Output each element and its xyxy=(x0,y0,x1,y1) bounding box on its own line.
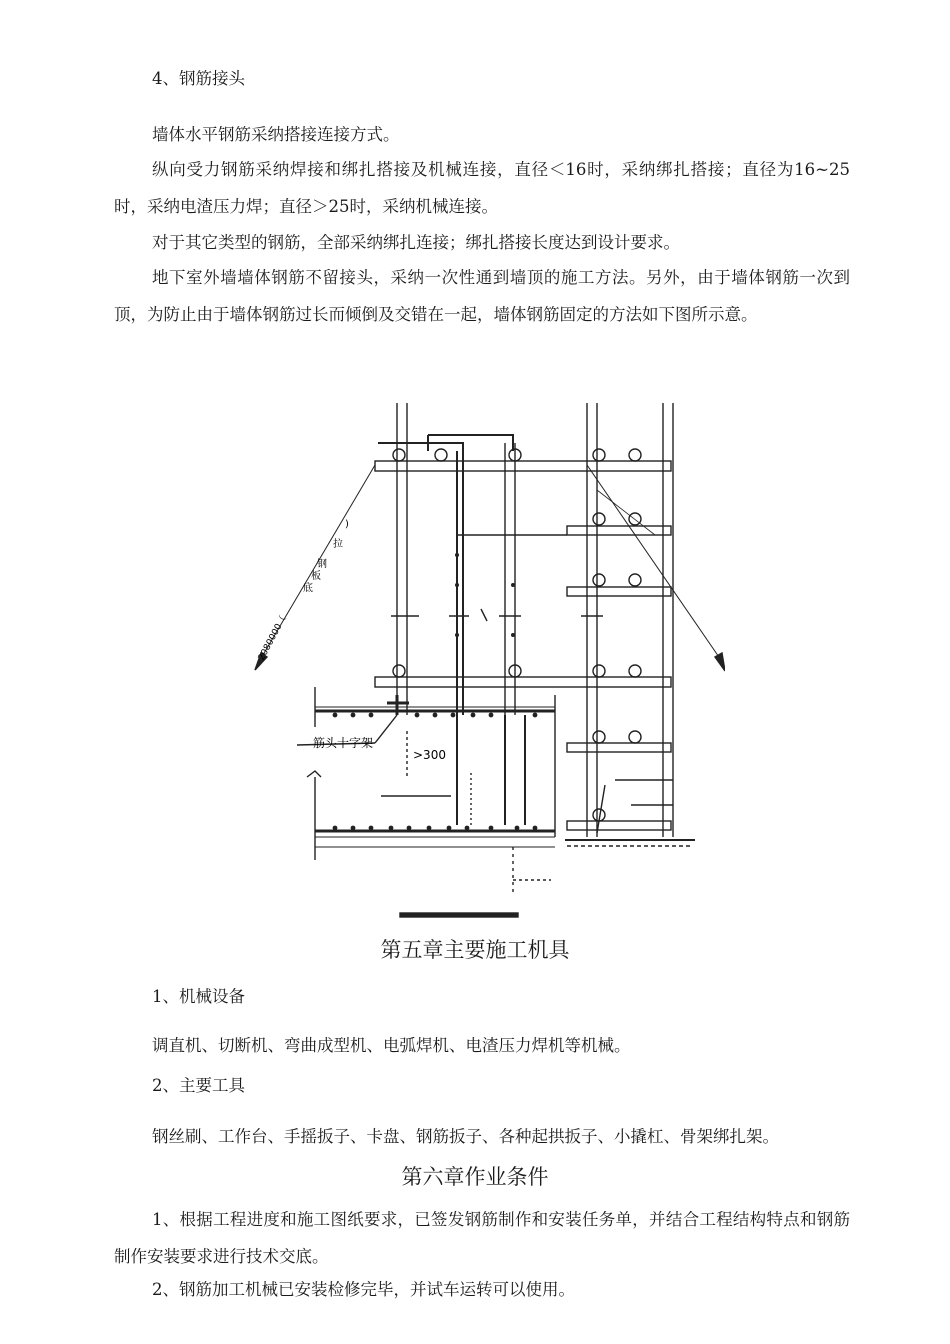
item-heading: 2、主要工具 xyxy=(152,1076,245,1095)
paragraph: 对于其它类型的钢筋，全部采纳绑扎连接；绑扎搭接长度达到设计要求。 xyxy=(152,233,680,252)
section-heading: 4、钢筋接头 xyxy=(152,69,245,88)
horizontal-tube xyxy=(375,461,671,471)
diagram-label: 板 xyxy=(311,571,321,582)
horizontal-tube xyxy=(567,821,671,830)
paragraph: 钢丝刷、工作台、手摇扳子、卡盘、钢筋扳子、各种起拱扳子、小撬杠、骨架绑扎架。 xyxy=(152,1127,779,1146)
paragraph: 墙体水平钢筋采纳搭接连接方式。 xyxy=(152,125,400,144)
paragraph: 1、根据工程进度和施工图纸要求，已签发钢筋制作和安装任务单，并结合工程结构特点和钢筋制作安装要求进行技术交底。 xyxy=(114,1210,850,1266)
paragraph: 2、钢筋加工机械已安装检修完毕，并试车运转可以使用。 xyxy=(152,1280,575,1299)
cross-frame-label: 筋头十字架 xyxy=(313,736,374,750)
chapter-title: 第五章主要施工机具 xyxy=(380,938,570,962)
item-heading: 1、机械设备 xyxy=(152,987,245,1006)
horizontal-tube xyxy=(567,587,671,596)
paragraph: 调直机、切断机、弯曲成型机、电弧焊机、电渣压力焊机等机械。 xyxy=(152,1036,631,1055)
diagram-label: ) xyxy=(345,519,349,530)
chapter-title: 第六章作业条件 xyxy=(401,1165,549,1189)
horizontal-tube xyxy=(375,677,671,687)
diagram-label: 底 xyxy=(303,583,313,594)
wall-rebar-fixing-diagram xyxy=(195,385,725,925)
diagram-label: 拉 xyxy=(333,539,343,550)
horizontal-tube xyxy=(567,743,671,752)
diagram-label: 钢 xyxy=(317,559,327,570)
dimension-label: >300 xyxy=(413,748,446,762)
horizontal-tube xyxy=(567,526,671,535)
paragraph: 地下室外墙墙体钢筋不留接头，采纳一次性通到墙顶的施工方法。另外，由于墙体钢筋一次到顶，为防止由于墙体钢筋过长而倾倒及交错在一起，墙体钢筋固定的方法如下图所示意。 xyxy=(114,268,850,324)
diagram-label: 2080000（ xyxy=(256,614,289,663)
paragraph: 纵向受力钢筋采纳焊接和绑扎搭接及机械连接，直径＜16时，采纳绑扎搭接；直径为16~25时，采纳电渣压力焊；直径＞25时，采纳机械连接。 xyxy=(114,160,850,216)
